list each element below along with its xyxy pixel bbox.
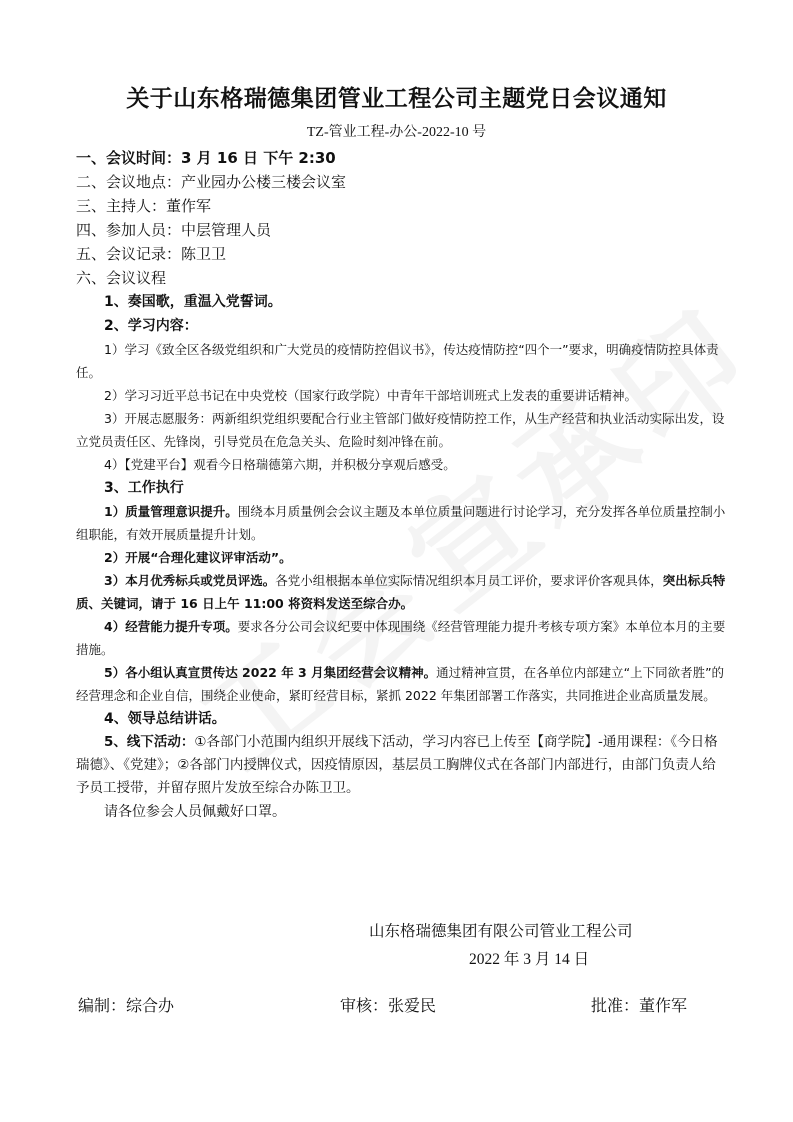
- agenda-item-4: 4、领导总结讲话。: [104, 711, 226, 727]
- study-item-1: 1）学习《致全区各级党组织和广大党员的疫情防控倡议书》，传达疫情防控“四个一”要求，明确疫情防控具体责任。: [76, 342, 719, 380]
- signature-approver: 批准：董作军: [591, 996, 688, 1015]
- document-body: [76, 146, 726, 824]
- agenda-item-5: [76, 731, 726, 800]
- signature-editor: 编制：综合办: [78, 996, 175, 1015]
- signature-reviewer: 审核：张爱民: [340, 996, 437, 1015]
- document-title: 关于山东格瑞德集团管业工程公司主题党日会议通知: [126, 86, 667, 112]
- study-item-2: 2）学习习近平总书记在中央党校（国家行政学院）中青年干部培训班式上发表的重要讲话精神。: [104, 388, 637, 403]
- work-item-5-text: 通过精神宣贯，在各单位内部建立“上下同欲者胜”的经营理念和企业自信，围绕企业使命，紧盯经营目标，紧抓 2022 年集团部署工作落实，共同推进企业高质量发展。: [76, 665, 725, 703]
- work-item-2-lead: 2）开展“合理化建议评审活动”。: [104, 550, 292, 565]
- issuing-organization: 山东格瑞德集团有限公司管业工程公司: [369, 922, 633, 940]
- work-item-1: [76, 500, 726, 546]
- agenda-item-5-lead: 5、线下活动：: [104, 734, 195, 750]
- study-item-4: 4）【党建平台】观看今日格瑞德第六期，并积极分享观后感受。: [104, 457, 456, 472]
- work-item-4: [76, 615, 726, 661]
- meeting-time: 一、会议时间：3 月 16 日 下午 2:30: [76, 149, 336, 167]
- work-item-2: [76, 546, 726, 569]
- agenda-item-1: 1、奏国歌，重温入党誓词。: [104, 294, 282, 310]
- agenda-heading: 六、会议议程: [76, 269, 167, 287]
- work-item-3-deadline: 突出标兵特质、关键词，请于 16 日上午 11:00 将资料发送至综合办。: [76, 573, 726, 611]
- agenda-item-3: 3、工作执行: [104, 480, 184, 496]
- agenda-item-2: 2、学习内容：: [104, 318, 198, 334]
- meeting-host: 三、主持人：董作军: [76, 197, 212, 215]
- study-item-3: 3）开展志愿服务：两新组织党组织要配合行业主管部门做好疫情防控工作，从生产经营和执业活动实际出发，设立党员责任区、先锋岗，引导党员在危急关头、危险时刻冲锋在前。: [76, 411, 725, 449]
- issue-date: 2022 年 3 月 14 日: [469, 951, 590, 968]
- work-item-3-text: 各党小组根据本单位实际情况组织本月员工评价，要求评价客观具体，: [275, 573, 663, 588]
- document-number: TZ-管业工程-办公-2022-10 号: [306, 125, 487, 140]
- meeting-recorder: 五、会议记录：陈卫卫: [76, 245, 227, 263]
- work-item-3: [76, 569, 726, 615]
- work-item-5: [76, 661, 726, 707]
- work-item-1-lead: 1）质量管理意识提升。: [104, 504, 238, 519]
- work-item-1-text: 围绕本月质量例会会议主题及本单位质量问题进行讨论学习，充分发挥各单位质量控制小组职能，有效开展质量提升计划。: [76, 504, 726, 542]
- work-item-4-text: 要求各分公司会议纪要中体现围绕《经营管理能力提升考核专项方案》本单位本月的主要措施。: [76, 619, 726, 657]
- closing-note: 请各位参会人员佩戴好口罩。: [104, 804, 286, 820]
- work-item-5-lead: 5）各小组认真宣贯传达 2022 年 3 月集团经营会议精神。: [104, 665, 437, 680]
- meeting-attendees: 四、参加人员：中层管理人员: [76, 221, 272, 239]
- work-item-3-lead: 3）本月优秀标兵或党员评选。: [104, 573, 276, 588]
- work-item-4-lead: 4）经营能力提升专项。: [104, 619, 238, 634]
- meeting-place: 二、会议地点：产业园办公楼三楼会议室: [76, 173, 347, 191]
- agenda-item-5-text: ①各部门小范围内组织开展线下活动，学习内容已上传至【商学院】-通用课程：《今日格瑞德》、《党建》；②各部门内授牌仪式，因疫情原因，基层员工胸牌仪式在各部门内部进行，由部门负责人给予员工授带，并留存照片发放至综合办陈卫卫。: [76, 734, 718, 796]
